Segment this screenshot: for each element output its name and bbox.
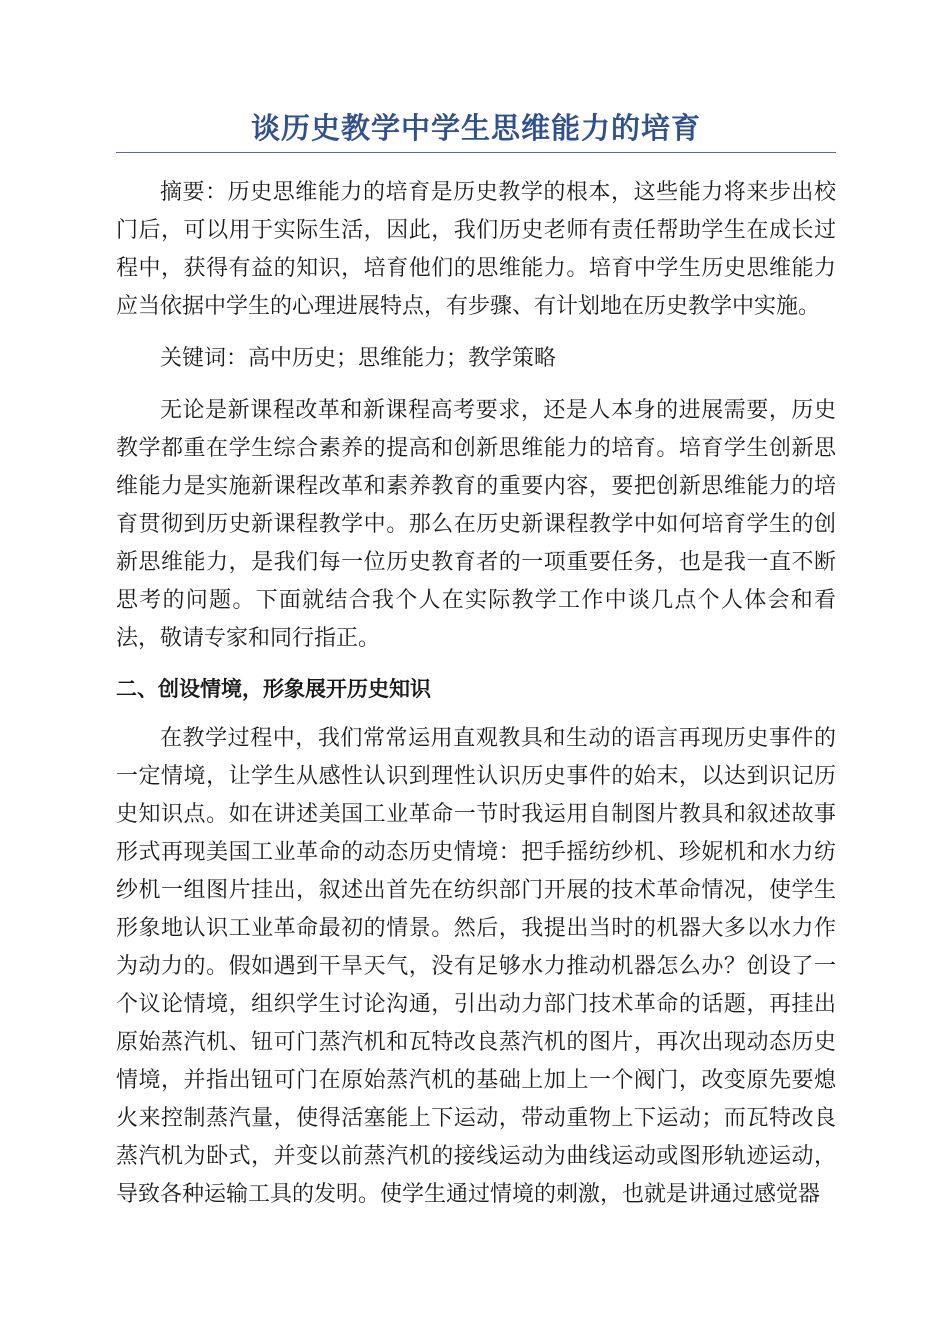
- section-heading: 二、创设情境，形象展开历史知识: [116, 677, 431, 701]
- intro-paragraph: 无论是新课程改革和新课程高考要求，还是人本身的进展需要，历史教学都重在学生综合素养的提高和创新思维能力的培育。培育学生创新思维能力是实施新课程改革和素养教育的重要内容，要把创新思维能力的培育贯彻到历史新课程教学中。那么在历史新课程教学中如何培育学生的创新思维能力，是我们每一位历史教育者的一项重要任务，也是我一直不断思考的问题。下面就结合我个人在实际教学工作中谈几点个人体会和看法，敬请专家和同行指正。: [116, 398, 836, 651]
- abstract-paragraph: 摘要：历史思维能力的培育是历史教学的根本，这些能力将来步出校门后，可以用于实际生活，因此，我们历史老师有责任帮助学生在成长过程中，获得有益的知识，培育他们的思维能力。培育中学生历史思维能力应当依据中学生的心理进展特点，有步骤、有计划地在历史教学中实施。: [116, 180, 836, 319]
- document-title: 谈历史教学中学生思维能力的培育: [116, 108, 836, 153]
- keywords-paragraph: 关键词：高中历史；思维能力；教学策略: [160, 346, 557, 371]
- section-body-paragraph: 在教学过程中，我们常常运用直观教具和生动的语言再现历史事件的一定情境，让学生从感性认识到理性认识历史事件的始末，以达到识记历史知识点。如在讲述美国工业革命一节时我运用自制图片教具和叙述故事形式再现美国工业革命的动态历史情境：把手摇纺纱机、珍妮机和水力纺纱机一组图片挂出，叙述出首先在纺织部门开展的技术革命情况，使学生形象地认识工业革命最初的情景。然后，我提出当时的机器大多以水力作为动力的。假如遇到干旱天气，没有足够水力推动机器怎么办？创设了一个议论情境，组织学生讨论沟通，引出动力部门技术革命的话题，再挂出原始蒸汽机、钮可门蒸汽机和瓦特改良蒸汽机的图片，再次出现动态历史情境，并指出钮可门在原始蒸汽机的基础上加上一个阀门，改变原先要熄火来控制蒸汽量，使得活塞能上下运动，带动重物上下运动；而瓦特改良蒸汽机为卧式，并变以前蒸汽机的接线运动为曲线运动或图形轨迹运动，导致各种运输工具的发明。使学生通过情境的刺激，也就是讲通过感觉器: [116, 726, 836, 1207]
- document-page: [116, 108, 836, 1214]
